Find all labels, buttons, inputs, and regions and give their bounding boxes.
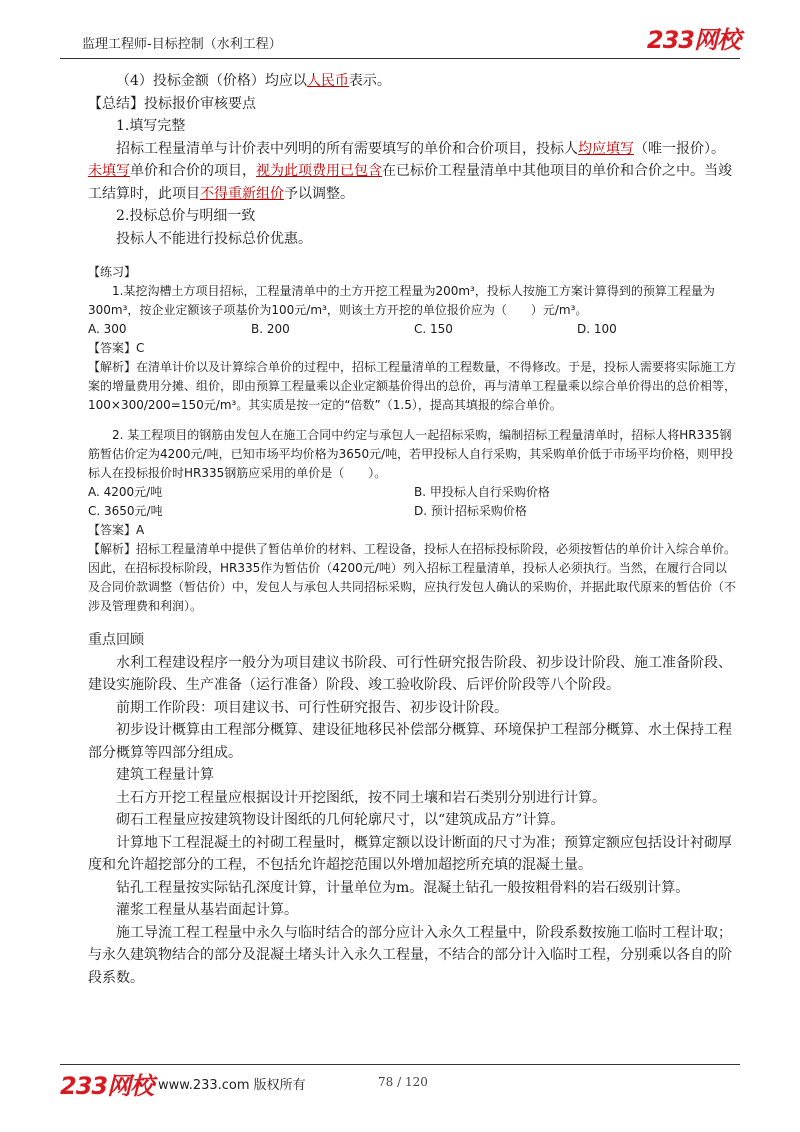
question-2-options [88, 483, 738, 521]
paragraph [88, 138, 738, 206]
paragraph: 水利工程建设程序一般分为项目建议书阶段、可行性研究报告阶段、初步设计阶段、施工准备阶段、建设实施阶段、生产准备（运行准备）阶段、竣工验收阶段、后评价阶段等八个阶段。 [88, 654, 732, 693]
text: 招标工程量清单与计价表中列明的所有需要填写的单价和合价项目，投标人 [116, 140, 578, 157]
paragraph: 土石方开挖工程量应根据设计开挖图纸，按不同土壤和岩石类别分别进行计算。 [116, 789, 606, 806]
brand-logo: 233网校 [646, 26, 740, 54]
paragraph: 钻孔工程量按实际钻孔深度计算，计量单位为m。混凝土钻孔一般按粗骨料的岩石级别计算。 [116, 879, 690, 896]
analysis: 【解析】招标工程量清单中提供了暂估单价的材料、工程设备，投标人在招标投标阶段，必须按暂估的单价计入综合单价。因此，在招标投标阶段，HR335作为暂估价（4200元/吨）列入招标工程量清单，投标人必须执行。当然，在履行合同以及合同价款调整（暂估价）中，发包人与承包人共同招标采购，应执行发包人确认的采购价，并据此取代原来的暂估价（不涉及管理费和利润）。 [88, 542, 737, 613]
option: A. 300 [88, 322, 127, 336]
page-header [60, 18, 740, 59]
option: D. 预计招标采购价格 [414, 504, 527, 518]
paragraph: 灌浆工程量从基岩面起计算。 [116, 902, 298, 918]
paragraph: 前期工作阶段：项目建议书、可行性研究报告、初步设计阶段。 [116, 699, 508, 716]
highlight: 未填写 [88, 163, 130, 179]
paragraph: 初步设计概算由工程部分概算、建设征地移民补偿部分概算、环境保护工程部分概算、水土保持工程部分概算等四部分组成。 [88, 722, 732, 761]
option: A. 4200元/吨 [88, 485, 163, 499]
paragraph: 建筑工程量计算 [116, 767, 214, 783]
paragraph: 砌石工程量应按建筑物设计图纸的几何轮廓尺寸，以“建筑成品方”计算。 [116, 812, 565, 828]
page-content [88, 70, 738, 989]
list-heading: 1.填写完整 [116, 118, 186, 134]
option: D. 100 [577, 322, 617, 336]
footer-site-link[interactable]: www.233.com 版权所有 [158, 1078, 306, 1093]
summary-heading: 【总结】投标报价审核要点 [88, 95, 256, 112]
footer-divider [60, 1064, 740, 1065]
question-1: 1.某挖沟槽土方项目招标，工程量清单中的土方开挖工程量为200m³，投标人按施工方案计算得到的预算工程量为300m³，按企业定额该子项基价为100元/m³，则该土方开挖的单位报价应为（ ）元/m³。 [88, 284, 715, 317]
footer-logo: 233网校 [60, 1072, 154, 1100]
paragraph: 投标人不能进行投标总价优惠。 [116, 230, 312, 247]
paragraph: 施工导流工程工程量中永久与临时结合的部分应计入永久工程量中，阶段系数按施工临时工程计取；与永久建筑物结合的部分及混凝土堵头计入永久工程量，不结合的部分计入临时工程，分别乘以各自的阶段系数。 [88, 924, 732, 986]
answer: 【答案】C [88, 341, 145, 355]
option: B. 甲投标人自行采购价格 [414, 485, 550, 499]
option: C. 3650元/吨 [88, 504, 163, 518]
option: B. 200 [251, 322, 290, 336]
question-2: 2. 某工程项目的钢筋由发包人在施工合同中约定与承包人一起招标采购，编制招标工程量清单时，招标人将HR335钢筋暂估价定为4200元/吨，已知市场平均价格为3650元/吨，若甲投标人自行采购，其采购单价低于市场平均价格，则甲投标人在投标报价时HR335钢筋应采用的单价是（ ）。 [88, 428, 734, 480]
header-title: 监理工程师-目标控制（水利工程） [82, 37, 282, 52]
text: （4）投标金额（价格）均应以 [116, 73, 307, 89]
text: （唯一报价）。 [634, 140, 725, 157]
page-number: 78 / 120 [378, 1075, 428, 1089]
highlight: 均应填写 [578, 140, 634, 157]
option: C. 150 [414, 322, 453, 336]
question-1-options [88, 320, 738, 339]
paragraph [88, 70, 738, 93]
answer: 【答案】A [88, 523, 145, 537]
list-heading: 2.投标总价与明细一致 [116, 208, 256, 224]
paragraph: 计算地下工程混凝土的衬砌工程量时，概算定额以设计断面的尺寸为准；预算定额应包括设计衬砌厚度和允许超挖部分的工程，不包括允许超挖范围以外增加超挖所充填的混凝土量。 [88, 834, 732, 873]
review-heading: 重点回顾 [88, 632, 144, 648]
text: 予以调整。 [284, 185, 354, 202]
analysis: 【解析】在清单计价以及计算综合单价的过程中，招标工程量清单的工程数量，不得修改。于是，投标人需要将实际施工方案的增量费用分摊、组价，即由预算工程量乘以企业定额基价得出的总价，再与清单工程量乘以综合单价得出的总价相等，100×300/200=150元/m³。其实质是按一定的“倍数”（1.5），提高其填报的综合单价。 [88, 360, 737, 412]
highlight: 不得重新组价 [200, 185, 284, 202]
text: 单价和合价的项目， [130, 163, 256, 179]
exercise-heading: 【练习】 [88, 265, 137, 279]
text: 在已标价工程量清单中其他项目的单价和合价之中。当竣工结算时，此项目 [88, 163, 732, 202]
highlight: 视为此项费用已包含 [256, 163, 382, 179]
highlight: 人民币 [306, 73, 349, 89]
text: 表示。 [348, 73, 391, 89]
